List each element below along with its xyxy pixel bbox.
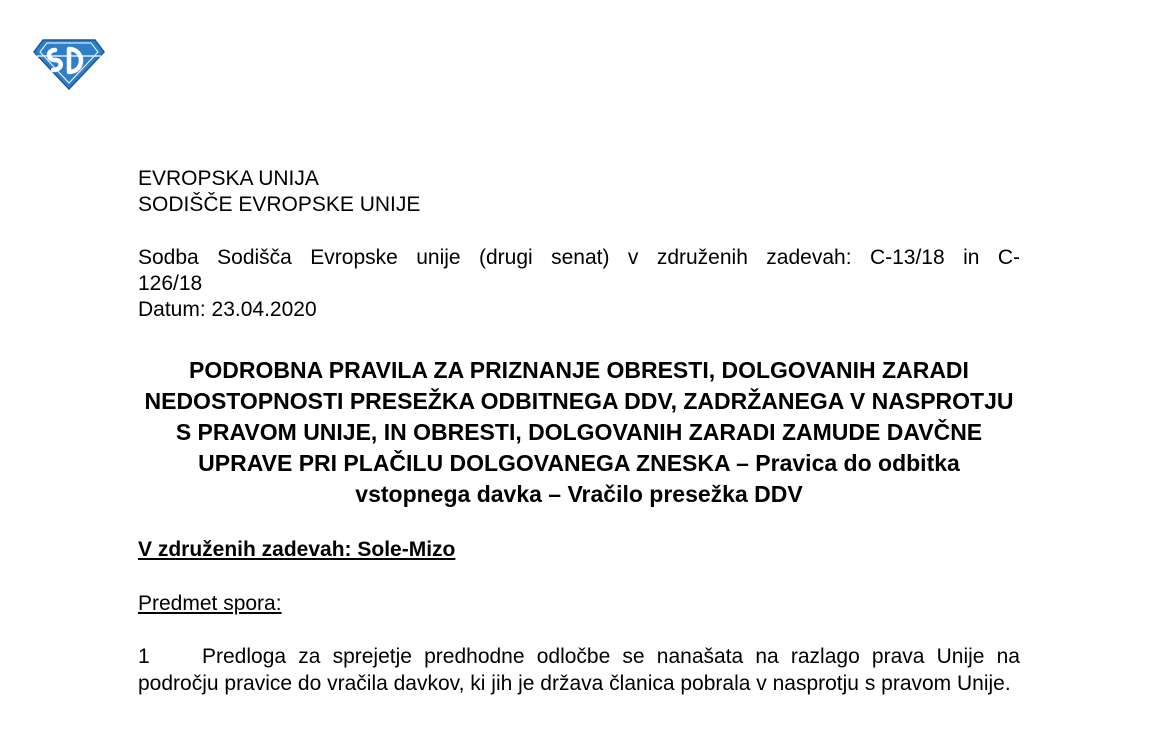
sd-diamond-logo-icon	[33, 38, 105, 90]
judgment-date: Datum: 23.04.2020	[138, 298, 317, 321]
document-title: PODROBNA PRAVILA ZA PRIZNANJE OBRESTI, DOLGOVANIH ZARADI NEDOSTOPNOSTI PRESEŽKA ODBITNEGA DDV, ZADRŽANEGA V NASPROTJU S PRAVOM UNIJE, IN OBRESTI, DOLGOVANIH ZARADI ZAMUDE DAVČNE UPRAVE PRI PLAČILU DOLGOVANEGA ZNESKA – Pravica do odbitka vstopnega davka – Vračilo presežka DDV	[144, 357, 1014, 507]
subject-heading: Predmet spora:	[138, 592, 282, 615]
header-eu: EVROPSKA UNIJA	[138, 167, 319, 190]
court-logo	[33, 38, 105, 90]
paragraph-number: 1	[138, 645, 150, 668]
document-body	[138, 166, 1020, 697]
paragraph	[138, 643, 1020, 697]
paragraph-text: Predloga za sprejetje predhodne odločbe se nanašata na razlago prava Unije na področju pravice do vračila davkov, ki jih je država članica pobrala v nasprotju s pravom Unije.	[138, 645, 1020, 695]
case-reference: Sodba Sodišča Evropske unije (drugi senat) v združenih zadevah: C-13/18 in C-	[138, 246, 1020, 269]
joined-cases-heading: V združenih zadevah: Sole-Mizo	[138, 538, 456, 561]
header-court: SODIŠČE EVROPSKE UNIJE	[138, 193, 421, 216]
case-reference-continued: 126/18	[138, 272, 203, 295]
